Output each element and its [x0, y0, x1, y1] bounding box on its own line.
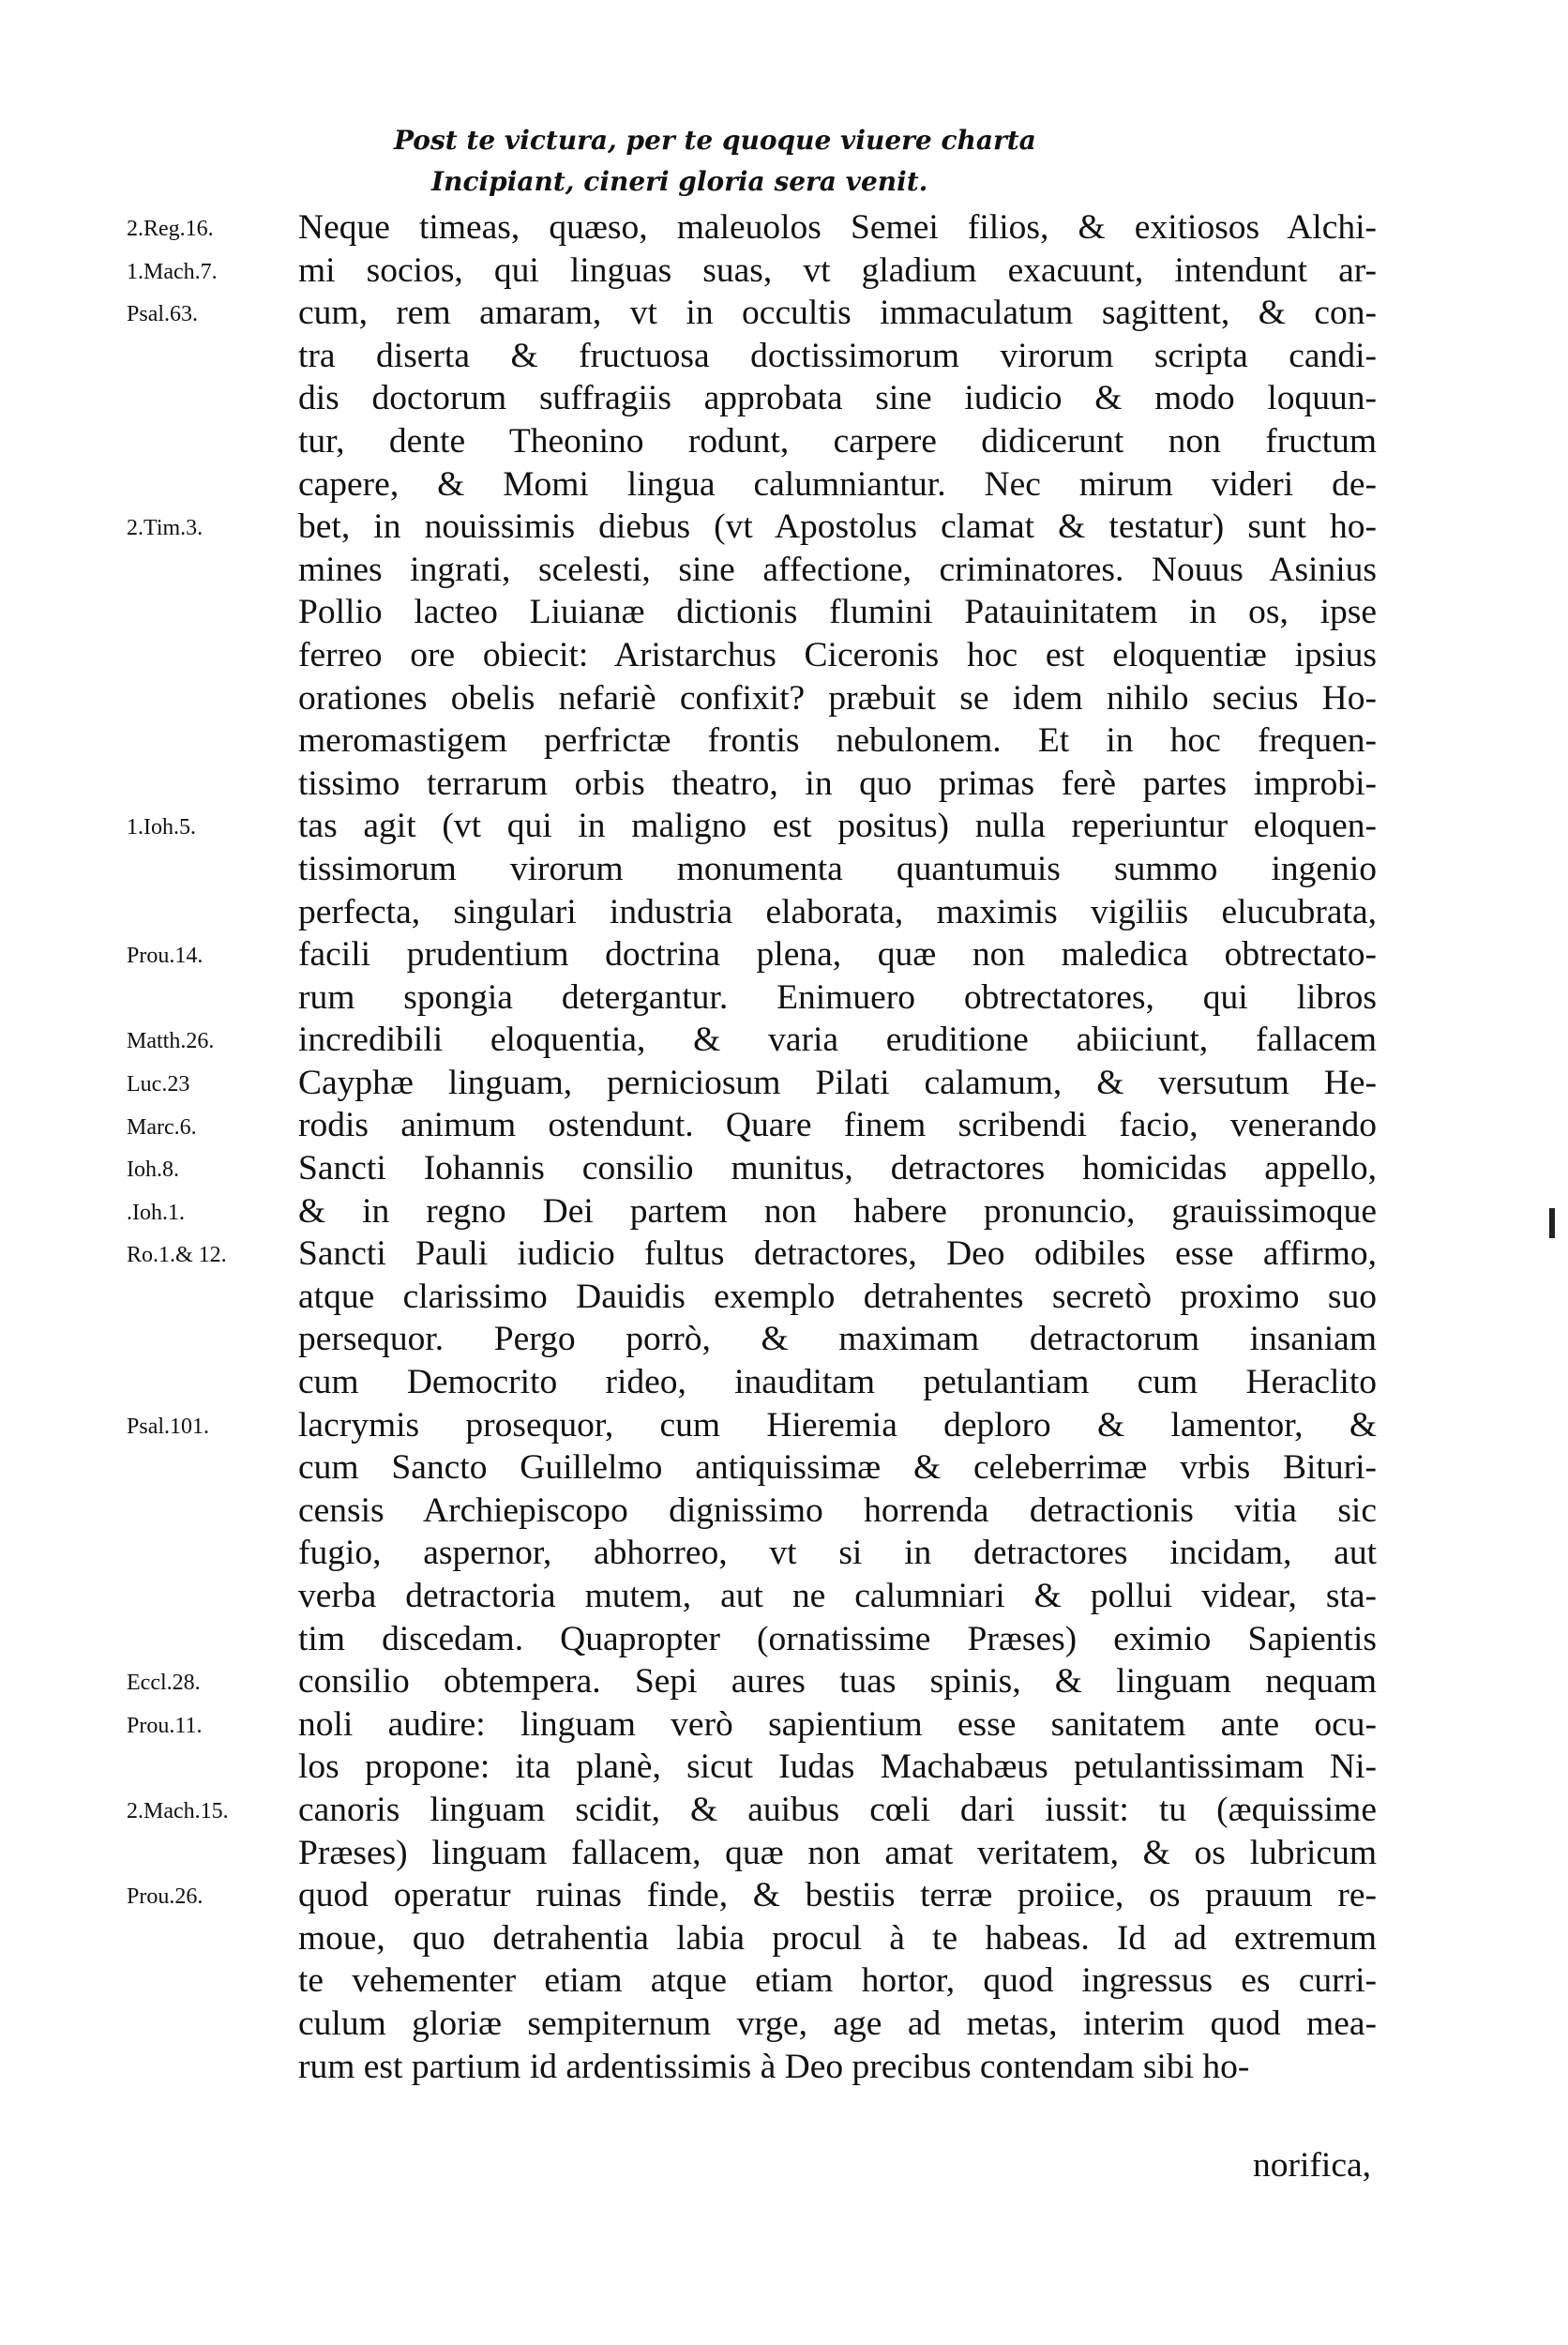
text-line: verba detractoria mutem, aut ne calumniari & pollui videar, sta-: [298, 1577, 1377, 1615]
text-line: Sancti Pauli iudicio fultus detractores, Deo odibiles esse affirmo,: [298, 1234, 1377, 1274]
text-line: cum Democrito rideo, inauditam petulantiam cum Heraclito: [298, 1363, 1377, 1402]
marginal-reference: Prou.14.: [127, 944, 204, 969]
text-line: rodis animum ostendunt. Quare finem scribendi facio, venerando: [298, 1106, 1377, 1145]
text-line: noli audire: linguam verò sapientium esse sanitatem ante ocu-: [298, 1704, 1377, 1744]
text-line: facili prudentium doctrina plena, quæ non maledica obtrectato-: [298, 935, 1377, 975]
text-line: rum spongia detergantur. Enimuero obtrectatores, qui libros: [298, 977, 1377, 1017]
text-line: orationes obelis nefariè confixit? præbuit se idem nihilo secius Ho-: [298, 678, 1377, 718]
text-line: Neque timeas, quæso, maleuolos Semei filios, & exitiosos Alchi-: [298, 208, 1377, 247]
verse-line-1: Post te victura, per te quoque viuere charta: [394, 125, 1036, 156]
text-line: lacrymis prosequor, cum Hieremia deploro & lamentor, &: [298, 1405, 1377, 1445]
text-line: tas agit (vt qui in maligno est positus) nulla reperiuntur eloquen-: [298, 807, 1377, 846]
text-line: ferreo ore obiecit: Aristarchus Ciceronis hoc est eloquentiæ ipsius: [298, 635, 1377, 674]
marginal-reference: Ioh.8.: [127, 1157, 179, 1183]
text-line: perfecta, singulari industria elaborata, maximis vigiliis elucubrata,: [298, 892, 1377, 931]
marginal-reference: .Ioh.1.: [127, 1200, 185, 1225]
marginal-reference: Ro.1.& 12.: [127, 1243, 227, 1268]
text-line: fugio, aspernor, abhorreo, vt si in detractores incidam, aut: [298, 1534, 1377, 1573]
marginal-reference: Psal.63.: [127, 302, 199, 327]
text-line: cum Sancto Guillelmo antiquissimæ & celeberrimæ vrbis Bituri-: [298, 1448, 1377, 1488]
text-line: persequor. Pergo porrò, & maximam detractorum insaniam: [298, 1320, 1377, 1359]
main-text-block: [298, 206, 1377, 2088]
text-line: bet, in nouissimis diebus (vt Apostolus clamat & testatur) sunt ho-: [298, 507, 1377, 547]
marginal-reference: Marc.6.: [127, 1114, 197, 1140]
marginal-reference: Psal.101.: [127, 1414, 210, 1439]
text-line: Sancti Iohannis consilio munitus, detractores homicidas appello,: [298, 1149, 1377, 1188]
text-line: Cayphæ linguam, perniciosum Pilati calamum, & versutum He-: [298, 1063, 1377, 1102]
text-line: mines ingrati, scelesti, sine affectione, criminatores. Nouus Asinius: [298, 550, 1377, 589]
text-line: culum gloriæ sempiternum vrge, age ad metas, interim quod mea-: [298, 2004, 1377, 2043]
text-line: capere, & Momi lingua calumniantur. Nec mirum videri de-: [298, 464, 1377, 504]
text-line: censis Archiepiscopo dignissimo horrenda detractionis vitia sic: [298, 1490, 1377, 1530]
marginal-reference: Luc.23: [127, 1072, 190, 1097]
text-line: los propone: ita planè, sicut Iudas Machabæus petulantissimam Ni-: [298, 1747, 1377, 1787]
text-line: atque clarissimo Dauidis exemplo detrahentes secretò proximo suo: [298, 1277, 1377, 1316]
marginal-reference: 1.Mach.7.: [127, 259, 218, 284]
text-line: tissimorum virorum monumenta quantumuis summo ingenio: [298, 849, 1377, 888]
text-line: moue, quo detrahentia labia procul à te habeas. Id ad extremum: [298, 1918, 1377, 1958]
text-line: tra diserta & fructuosa doctissimorum virorum scripta candi-: [298, 336, 1377, 375]
text-line: Præses) linguam fallacem, quæ non amat veritatem, & os lubricum: [298, 1833, 1377, 1872]
marginal-reference: Prou.26.: [127, 1884, 204, 1910]
text-line: mi socios, qui linguas suas, vt gladium exacuunt, intendunt ar-: [298, 250, 1377, 290]
text-line: canoris linguam scidit, & auibus cœli dari iussit: tu (æquissime: [298, 1790, 1377, 1829]
marginal-reference: Eccl.28.: [127, 1671, 201, 1696]
text-line: consilio obtempera. Sepi aures tuas spinis, & linguam nequam: [298, 1662, 1377, 1702]
text-line: tim discedam. Quapropter (ornatissime Præses) eximio Sapientis: [298, 1619, 1377, 1658]
text-line: quod operatur ruinas finde, & bestiis terræ proiice, os prauum re-: [298, 1876, 1377, 1915]
text-line: incredibili eloquentia, & varia eruditione abiiciunt, fallacem: [298, 1021, 1377, 1060]
text-line: cum, rem amaram, vt in occultis immaculatum sagittent, & con-: [298, 294, 1377, 333]
marginal-reference: 1.Ioh.5.: [127, 815, 196, 840]
marginal-reference: 2.Mach.15.: [127, 1799, 229, 1824]
marginal-reference: 2.Reg.16.: [127, 217, 214, 241]
text-line: te vehementer etiam atque etiam hortor, quod ingressus es curri-: [298, 1961, 1377, 2001]
text-line: tissimo terrarum orbis theatro, in quo primas ferè partes improbi-: [298, 764, 1377, 803]
text-line: dis doctorum suffragiis approbata sine iudicio & modo loquun-: [298, 379, 1377, 418]
marginal-reference: Matth.26.: [127, 1029, 215, 1054]
catchword: norifica,: [1253, 2146, 1371, 2185]
marginal-reference: 2.Tim.3.: [127, 516, 204, 541]
text-line: tur, dente Theonino rodunt, carpere didicerunt non fructum: [298, 421, 1377, 461]
verse-line-2: Incipiant, cineri gloria sera venit.: [431, 166, 928, 197]
text-line: Pollio lacteo Liuianæ dictionis flumini Patauinitatem in os, ipse: [298, 593, 1377, 632]
text-line: meromastigem perfrictæ frontis nebulonem. Et in hoc frequen-: [298, 721, 1377, 761]
text-line: rum est partium id ardentissimis à Deo precibus contendam sibi ho-: [298, 2047, 1250, 2086]
text-line: & in regno Dei partem non habere pronuncio, grauissimoque: [298, 1191, 1377, 1231]
page-edge-mark: [1549, 1208, 1555, 1238]
marginal-reference: Prou.11.: [127, 1714, 203, 1738]
